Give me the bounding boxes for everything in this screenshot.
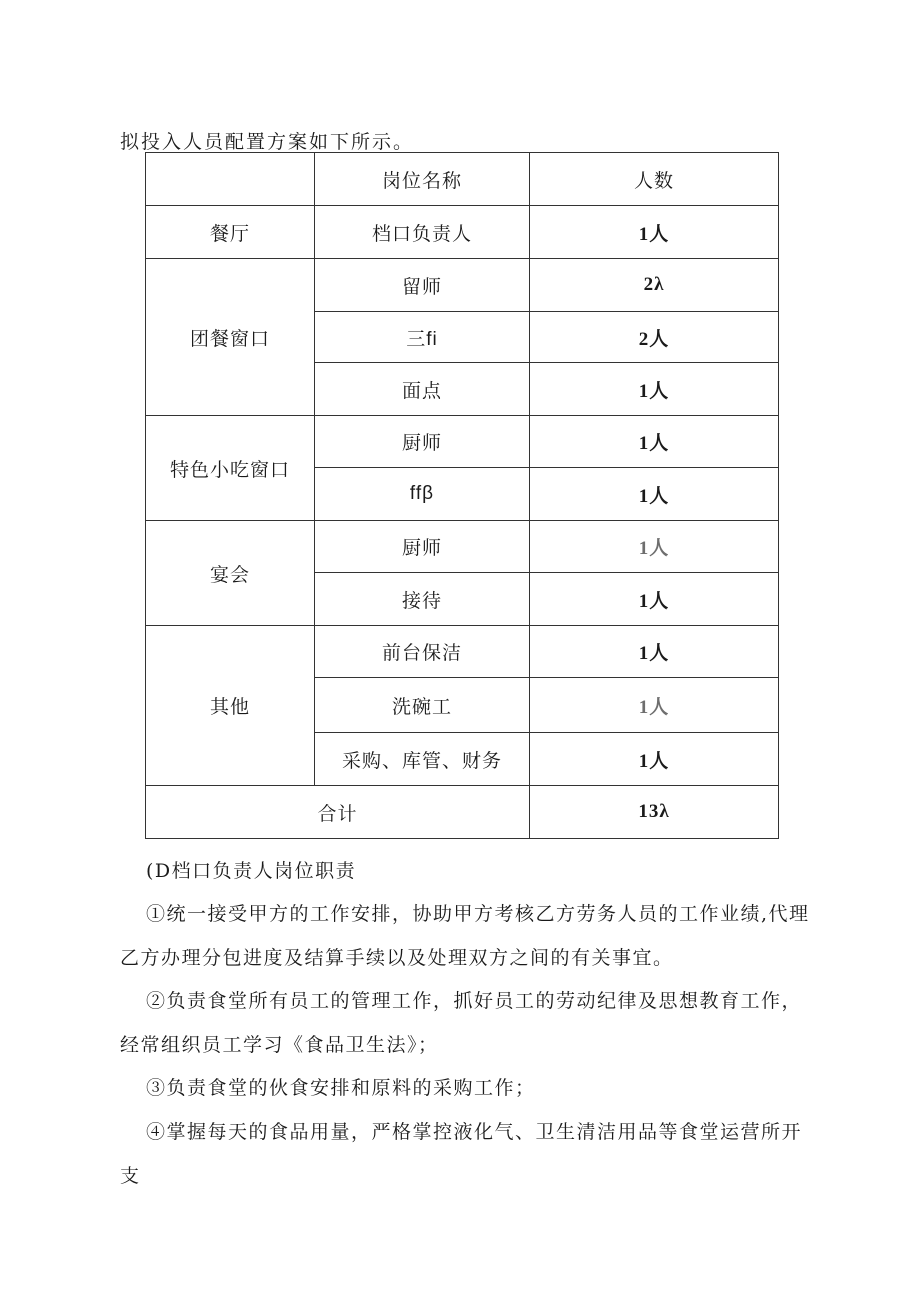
- count-cell: 1人: [530, 206, 779, 259]
- position-cell: 面点: [315, 363, 530, 416]
- header-category-cell: [146, 153, 315, 206]
- table-row: [146, 206, 779, 259]
- count-cell: 1人: [530, 733, 779, 786]
- position-cell: 三fi: [315, 312, 530, 363]
- header-position-cell: 岗位名称: [315, 153, 530, 206]
- count-cell: 1人: [530, 363, 779, 416]
- count-cell: 1人: [530, 521, 779, 573]
- header-count-cell: 人数: [530, 153, 779, 206]
- category-cell: 团餐窗口: [146, 259, 315, 416]
- position-cell: 前台保洁: [315, 626, 530, 678]
- position-cell: 洗碗工: [315, 678, 530, 733]
- total-count-cell: 13λ: [530, 786, 779, 839]
- intro-text: 拟投入人员配置方案如下所示。: [120, 131, 415, 153]
- position-cell: 厨师: [315, 521, 530, 573]
- count-cell: 2λ: [530, 259, 779, 312]
- position-cell: 接待: [315, 573, 530, 626]
- table-row: [146, 626, 779, 678]
- count-cell: 1人: [530, 468, 779, 521]
- count-cell: 1人: [530, 573, 779, 626]
- count-cell: 1人: [530, 678, 779, 733]
- duty-item-1: ①统一接受甲方的工作安排，协助甲方考核乙方劳务人员的工作业绩,代理乙方办理分包进度及结算手续以及处理双方之间的有关事宜。: [120, 903, 810, 969]
- category-cell: 餐厅: [146, 206, 315, 259]
- position-cell: 留师: [315, 259, 530, 312]
- position-cell: 采购、库管、财务: [315, 733, 530, 786]
- total-label-cell: 合计: [146, 786, 530, 839]
- count-cell: 1人: [530, 626, 779, 678]
- duty-item-2: ②负责食堂所有员工的管理工作，抓好员工的劳动纪律及思想教育工作，经常组织员工学习《食品卫生法》；: [120, 990, 803, 1056]
- position-cell: ffβ: [315, 468, 530, 521]
- table-row: [146, 521, 779, 573]
- table-total-row: [146, 786, 779, 839]
- table-row: [146, 259, 779, 312]
- position-cell: 档口负责人: [315, 206, 530, 259]
- position-cell: 厨师: [315, 416, 530, 468]
- table-row: [146, 416, 779, 468]
- count-cell: 2人: [530, 312, 779, 363]
- duty-item-3: ③负责食堂的伙食安排和原料的采购工作；: [146, 1077, 536, 1099]
- count-cell: 1人: [530, 416, 779, 468]
- table-header-row: [146, 153, 779, 206]
- duty-item-4: ④掌握每天的食品用量，严格掌控液化气、卫生清洁用品等食堂运营所开支: [120, 1121, 803, 1187]
- category-cell: 特色小吃窗口: [146, 416, 315, 521]
- staff-table: [145, 152, 779, 839]
- category-cell: 其他: [146, 626, 315, 786]
- duties-heading: (D档口负责人岗位职责: [146, 860, 357, 882]
- category-cell: 宴会: [146, 521, 315, 626]
